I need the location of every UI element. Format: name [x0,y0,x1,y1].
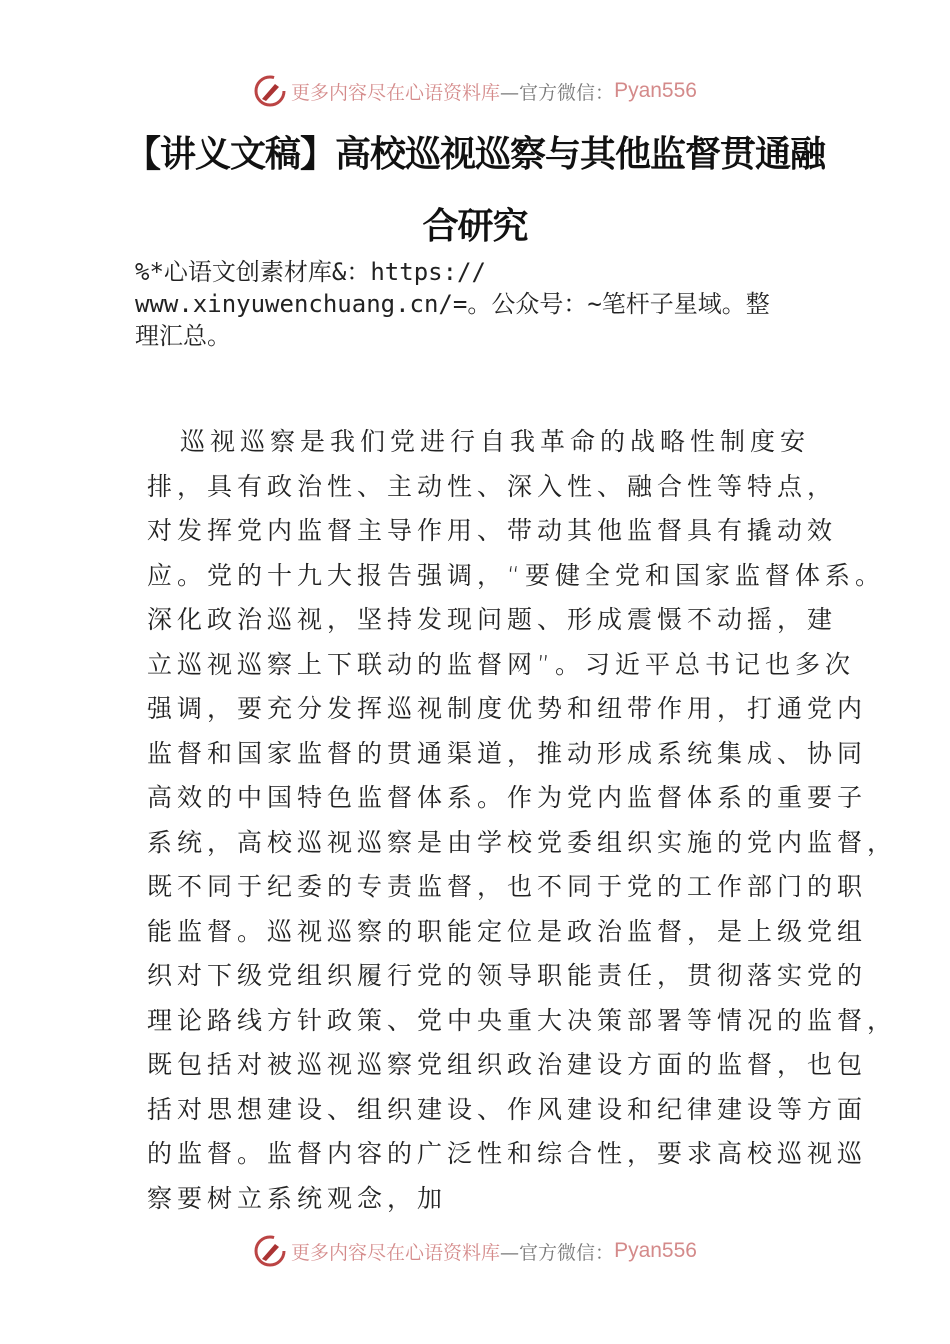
document-title-line-2: 合研究 [422,205,528,247]
body-line: 强调，要充分发挥巡视制度优势和纽带作用，打通党内 [147,694,868,723]
pen-logo-icon [253,1234,287,1268]
body-line: 既包括对被巡视巡察党组织政治建设方面的监督，也包 [147,1050,868,1079]
header-watermark [0,74,950,108]
body-line: 监督和国家监督的贯通渠道，推动形成系统集成、协同 [147,738,868,768]
body-line: 排，具有政治性、主动性、深入性、融合性等特点， [147,471,838,501]
watermark-wechat-id: Pyan556 [614,1239,697,1262]
watermark-site: 更多内容尽在心语资料库 [291,1241,501,1264]
body-line: 系统，高校巡视巡察是由学校党委组织实施的党内监督， [147,827,898,857]
source-line-3: 理汇总。 [135,322,231,350]
watermark-sep: —官方微信： [500,81,615,104]
body-line: 巡视巡察是我们党进行自我革命的战略性制度安 [180,427,811,456]
pen-logo-icon [253,74,287,108]
body-line: 对发挥党内监督主导作用、带动其他监督具有撬动效 [147,516,838,545]
watermark-wechat-id: Pyan556 [614,79,697,102]
body-line: 高效的中国特色监督体系。作为党内监督体系的重要子 [147,783,868,812]
source-line-2: www.xinyuwenchuang.cn/=。公众号：~笔杆子星域。整 [135,290,770,318]
body-line: 深化政治巡视，坚持发现问题、形成震慑不动摇，建 [147,605,838,634]
body-line: 括对思想建设、组织建设、作风建设和纪律建设等方面 [147,1094,868,1124]
body-line: 的监督。监督内容的广泛性和综合性，要求高校巡视巡 [147,1139,868,1168]
watermark-site: 更多内容尽在心语资料库 [291,81,501,104]
body-line: 立巡视巡察上下联动的监督网”。习近平总书记也多次 [147,649,855,679]
body-line: 理论路线方针政策、党中央重大决策部署等情况的监督， [147,1005,898,1035]
watermark-sep: —官方微信： [500,1241,615,1264]
body-line: 既不同于纪委的专责监督，也不同于党的工作部门的职 [147,872,868,901]
source-line-1: %*心语文创素材库&：https:// [135,258,486,286]
document-title-line-1: 【讲义文稿】高校巡视巡察与其他监督贯通融 [124,133,825,175]
body-line: 织对下级党组织履行党的领导职能责任，贯彻落实党的 [147,961,868,990]
body-line: 能监督。巡视巡察的职能定位是政治监督，是上级党组 [147,916,868,946]
body-line: 应。党的十九大报告强调，“要健全党和国家监督体系。 [147,560,885,590]
footer-watermark [0,1234,950,1268]
body-line: 察要树立系统观念，加 [147,1183,448,1213]
